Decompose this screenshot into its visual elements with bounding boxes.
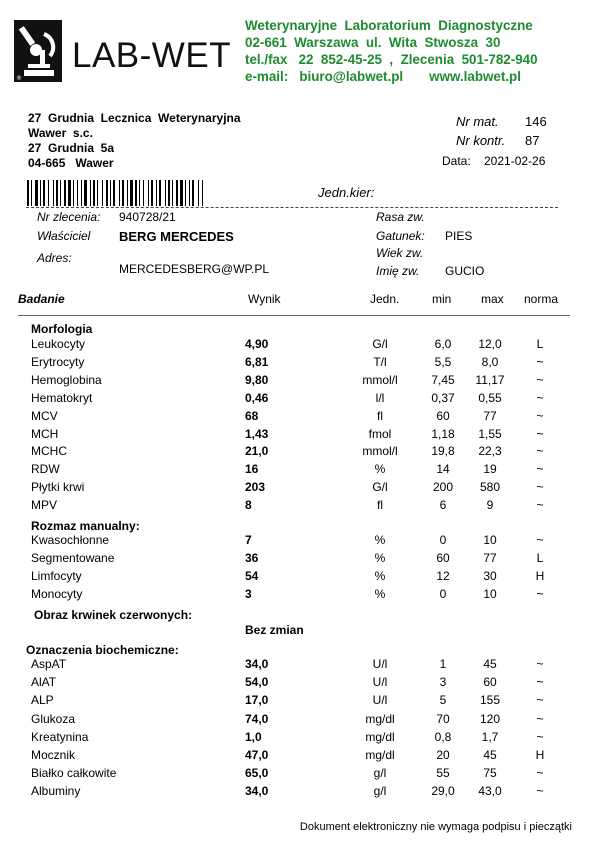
row-name: AlAT bbox=[31, 675, 57, 690]
row-min: 70 bbox=[436, 711, 450, 726]
row-name: ALP bbox=[31, 693, 54, 708]
svg-text:®: ® bbox=[16, 75, 22, 82]
owner-label: Właściciel bbox=[37, 229, 91, 243]
table-row bbox=[0, 675, 600, 693]
row-name: Limfocyty bbox=[31, 568, 82, 583]
lab-address: 02-661 Warszawa ul. Wita Stwosza 30 bbox=[245, 35, 501, 50]
col-badanie: Badanie bbox=[18, 292, 65, 306]
row-max: 580 bbox=[479, 480, 501, 495]
row-norma: H bbox=[535, 568, 545, 583]
row-name: Leukocyty bbox=[31, 337, 86, 351]
row-unit: g/l bbox=[373, 766, 387, 781]
row-name: Mocznik bbox=[31, 748, 76, 762]
species-value: PIES bbox=[445, 229, 473, 243]
row-value: 9,80 bbox=[245, 372, 269, 387]
divider bbox=[26, 207, 558, 208]
row-value: 6,81 bbox=[245, 354, 269, 369]
row-unit: % bbox=[374, 550, 386, 565]
row-norma: ~ bbox=[536, 657, 544, 671]
row-norma: L bbox=[536, 550, 544, 565]
row-norma: ~ bbox=[536, 426, 544, 441]
name-value: GUCIO bbox=[445, 264, 485, 278]
row-value: 54 bbox=[245, 568, 259, 583]
row-value: 21,0 bbox=[245, 444, 269, 459]
row-min: 60 bbox=[436, 550, 450, 565]
row-value: 4,90 bbox=[245, 337, 269, 351]
owner-value: BERG MERCEDES bbox=[119, 229, 234, 244]
row-min: 0 bbox=[439, 533, 447, 547]
row-min: 3 bbox=[439, 675, 447, 690]
row-min: 55 bbox=[436, 766, 450, 781]
row-unit: mmol/l bbox=[362, 372, 398, 387]
row-unit: mg/dl bbox=[365, 729, 395, 744]
row-unit: fl bbox=[377, 498, 383, 513]
row-unit: g/l bbox=[373, 784, 387, 799]
table-row bbox=[0, 587, 600, 605]
row-max: 77 bbox=[483, 550, 497, 565]
row-name: Hemoglobina bbox=[31, 372, 102, 387]
row-value: 36 bbox=[245, 550, 259, 565]
col-max: max bbox=[481, 292, 504, 306]
row-max: 45 bbox=[483, 657, 497, 671]
row-value: 34,0 bbox=[245, 784, 269, 799]
row-max: 120 bbox=[479, 711, 501, 726]
row-name: RDW bbox=[31, 462, 60, 477]
breed-label: Rasa zw. bbox=[376, 210, 425, 224]
section-biochem: Oznaczenia biochemiczne: bbox=[26, 643, 179, 657]
row-name: Hematokryt bbox=[31, 390, 93, 405]
row-norma: ~ bbox=[536, 729, 544, 744]
row-min: 1 bbox=[439, 657, 447, 671]
nr-kontr-value: 87 bbox=[525, 133, 540, 148]
nr-zlecenia-label: Nr zlecenia: bbox=[37, 210, 101, 224]
nr-kontr-label: Nr kontr. bbox=[456, 133, 506, 148]
row-unit: % bbox=[374, 533, 386, 547]
row-min: 6,0 bbox=[434, 337, 452, 351]
table-row bbox=[0, 657, 600, 675]
row-value: 8 bbox=[245, 498, 252, 513]
lab-info bbox=[245, 17, 538, 85]
row-max: 10 bbox=[483, 586, 497, 601]
table-row bbox=[0, 355, 600, 373]
table-row bbox=[0, 551, 600, 569]
row-max: 155 bbox=[479, 693, 501, 708]
row-max: 8,0 bbox=[481, 354, 499, 369]
section-obraz: Obraz krwinek czerwonych: bbox=[34, 608, 193, 622]
row-max: 11,17 bbox=[475, 372, 505, 387]
row-max: 1,55 bbox=[478, 426, 502, 441]
row-min: 0 bbox=[439, 586, 447, 601]
row-norma: ~ bbox=[536, 408, 544, 423]
row-unit: U/l bbox=[372, 675, 388, 690]
row-value: 3 bbox=[245, 586, 252, 601]
nr-mat-label: Nr mat. bbox=[456, 114, 499, 129]
row-norma: ~ bbox=[536, 711, 544, 726]
row-max: 12,0 bbox=[478, 337, 502, 351]
table-row bbox=[0, 730, 600, 748]
row-min: 6 bbox=[439, 498, 447, 513]
row-max: 9 bbox=[486, 498, 494, 513]
row-name: Białko całkowite bbox=[31, 766, 117, 781]
row-min: 200 bbox=[432, 480, 454, 495]
row-name: Albuminy bbox=[31, 784, 81, 799]
row-norma: ~ bbox=[536, 354, 544, 369]
row-max: 30 bbox=[483, 568, 497, 583]
row-unit: fl bbox=[377, 408, 383, 423]
row-value: 34,0 bbox=[245, 657, 269, 671]
clinic-name: 27 Grudnia Lecznica Weterynaryjna bbox=[28, 111, 241, 125]
clinic-city: 04-665 Wawer bbox=[28, 156, 114, 170]
row-max: 45 bbox=[483, 748, 497, 762]
row-norma: ~ bbox=[536, 784, 544, 799]
row-value: 16 bbox=[245, 462, 259, 477]
row-max: 43,0 bbox=[478, 784, 502, 799]
lab-name: Weterynaryjne Laboratorium Diagnostyczne bbox=[245, 18, 533, 33]
row-name: Segmentowane bbox=[31, 550, 115, 565]
obraz-value: Bez zmian bbox=[245, 623, 304, 637]
row-value: 1,0 bbox=[245, 729, 262, 744]
row-norma: ~ bbox=[536, 444, 544, 459]
row-max: 22,3 bbox=[478, 444, 502, 459]
row-name: Kwasochłonne bbox=[31, 533, 110, 547]
table-row bbox=[0, 498, 600, 516]
row-unit: T/l bbox=[373, 354, 387, 369]
row-max: 10 bbox=[483, 533, 497, 547]
row-value: 203 bbox=[245, 480, 266, 495]
row-max: 75 bbox=[483, 766, 497, 781]
table-row bbox=[0, 462, 600, 480]
row-min: 1,18 bbox=[431, 426, 455, 441]
nr-zlecenia-value: 940728/21 bbox=[119, 210, 176, 224]
row-name: MPV bbox=[31, 498, 58, 513]
row-min: 12 bbox=[436, 568, 450, 583]
clinic-street: 27 Grudnia 5a bbox=[28, 141, 115, 155]
row-name: Monocyty bbox=[31, 586, 83, 601]
row-min: 19,8 bbox=[431, 444, 455, 459]
row-value: 7 bbox=[245, 533, 252, 547]
row-name: Glukoza bbox=[31, 711, 76, 726]
row-min: 60 bbox=[436, 408, 450, 423]
row-min: 14 bbox=[436, 462, 450, 477]
row-unit: mg/dl bbox=[365, 748, 395, 762]
date-value: 2021-02-26 bbox=[484, 154, 546, 168]
row-unit: mg/dl bbox=[365, 711, 395, 726]
row-min: 29,0 bbox=[431, 784, 455, 799]
table-row bbox=[0, 480, 600, 498]
table-row bbox=[0, 569, 600, 587]
row-value: 68 bbox=[245, 408, 259, 423]
table-row bbox=[0, 427, 600, 445]
row-norma: ~ bbox=[536, 586, 544, 601]
row-unit: G/l bbox=[372, 480, 388, 495]
col-norma: norma bbox=[524, 292, 559, 306]
jedn-kier-label: Jedn.kier: bbox=[318, 185, 375, 200]
date-label: Data: bbox=[442, 154, 471, 168]
address-label: Adres: bbox=[37, 251, 72, 265]
row-max: 1,7 bbox=[481, 729, 499, 744]
row-unit: % bbox=[374, 462, 386, 477]
row-norma: ~ bbox=[536, 766, 544, 781]
table-row bbox=[0, 373, 600, 391]
row-unit: mmol/l bbox=[362, 444, 398, 459]
row-unit: % bbox=[374, 586, 386, 601]
row-value: 65,0 bbox=[245, 766, 269, 781]
row-name: AspAT bbox=[31, 657, 67, 671]
table-row bbox=[0, 391, 600, 409]
table-row bbox=[0, 337, 600, 355]
table-row bbox=[0, 712, 600, 730]
lab-phone: tel./fax 22 852-45-25 , Zlecenia 501-782-940 bbox=[245, 52, 538, 67]
row-min: 20 bbox=[436, 748, 450, 762]
row-norma: ~ bbox=[536, 533, 544, 547]
row-name: Erytrocyty bbox=[31, 354, 85, 369]
row-max: 19 bbox=[483, 462, 497, 477]
row-unit: U/l bbox=[372, 693, 388, 708]
row-norma: ~ bbox=[536, 675, 544, 690]
row-name: MCV bbox=[31, 408, 58, 423]
logo-microscope-icon bbox=[14, 20, 62, 82]
row-norma: ~ bbox=[536, 390, 544, 405]
row-value: 47,0 bbox=[245, 748, 269, 762]
table-row bbox=[0, 693, 600, 711]
col-wynik: Wynik bbox=[248, 292, 281, 306]
table-row bbox=[0, 444, 600, 462]
row-min: 5,5 bbox=[434, 354, 452, 369]
row-value: 0,46 bbox=[245, 390, 269, 405]
row-min: 0,8 bbox=[434, 729, 452, 744]
clinic-address bbox=[28, 111, 241, 171]
nr-mat-value: 146 bbox=[525, 114, 547, 129]
row-norma: ~ bbox=[536, 462, 544, 477]
row-name: Płytki krwi bbox=[31, 480, 85, 495]
row-min: 7,45 bbox=[431, 372, 455, 387]
row-value: 17,0 bbox=[245, 693, 269, 708]
row-max: 0,55 bbox=[478, 390, 502, 405]
row-norma: L bbox=[536, 337, 544, 351]
col-min: min bbox=[432, 292, 452, 306]
table-row bbox=[0, 748, 600, 766]
row-name: MCHC bbox=[31, 444, 67, 459]
section-morfologia: Morfologia bbox=[31, 322, 93, 336]
table-row bbox=[0, 766, 600, 784]
col-jedn: Jedn. bbox=[370, 292, 400, 306]
row-norma: ~ bbox=[536, 693, 544, 708]
row-norma: H bbox=[535, 748, 545, 762]
species-label: Gatunek: bbox=[376, 229, 425, 243]
logo-wordmark: LAB-WET bbox=[72, 36, 232, 75]
row-norma: ~ bbox=[536, 498, 544, 513]
row-norma: ~ bbox=[536, 480, 544, 495]
name-label: Imię zw. bbox=[376, 264, 420, 278]
clinic-name-line2: Wawer s.c. bbox=[28, 126, 93, 140]
row-unit: fmol bbox=[368, 426, 392, 441]
row-unit: % bbox=[374, 568, 386, 583]
row-name: Kreatynina bbox=[31, 729, 89, 744]
header-divider bbox=[18, 315, 570, 316]
row-unit: l/l bbox=[375, 390, 385, 405]
row-unit: U/l bbox=[372, 657, 388, 671]
row-value: 54,0 bbox=[245, 675, 269, 690]
table-row bbox=[0, 784, 600, 802]
row-value: 74,0 bbox=[245, 711, 269, 726]
row-min: 0,37 bbox=[431, 390, 455, 405]
table-row bbox=[0, 409, 600, 427]
row-min: 5 bbox=[439, 693, 447, 708]
row-max: 60 bbox=[483, 675, 497, 690]
row-name: MCH bbox=[31, 426, 59, 441]
address-value: MERCEDESBERG@WP.PL bbox=[119, 262, 269, 276]
row-max: 77 bbox=[483, 408, 497, 423]
lab-contact: e-mail: biuro@labwet.pl www.labwet.pl bbox=[245, 69, 521, 84]
row-norma: ~ bbox=[536, 372, 544, 387]
section-rozmaz: Rozmaz manualny: bbox=[31, 519, 140, 533]
footer-note: Dokument elektroniczny nie wymaga podpisu i pieczątki bbox=[299, 821, 572, 833]
age-label: Wiek zw. bbox=[376, 246, 424, 260]
table-row bbox=[0, 533, 600, 551]
row-unit: G/l bbox=[372, 337, 388, 351]
row-value: 1,43 bbox=[245, 426, 269, 441]
